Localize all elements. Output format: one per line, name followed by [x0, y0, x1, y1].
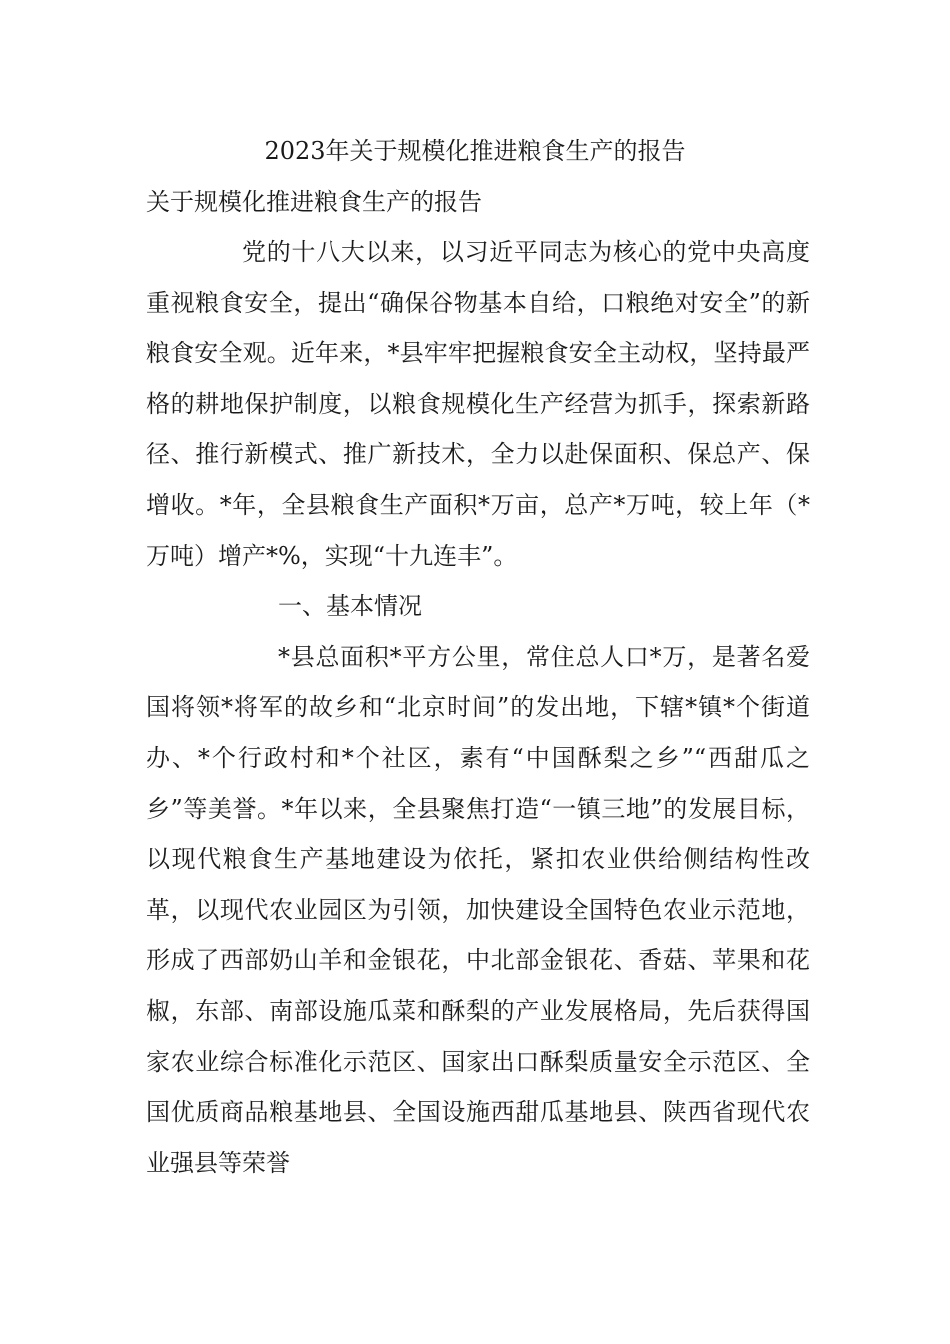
document-title: 2023年关于规模化推进粮食生产的报告 — [264, 137, 686, 165]
paragraph-intro: 党的十八大以来，以习近平同志为核心的党中央高度重视粮食安全，提出“确保谷物基本自给，口粮绝对安全”的新粮食安全观。近年来，*县牢牢把握粮食安全主动权，坚持最严格的耕地保护制度，以粮食规模化生产经营为抓手，探索新路径、推行新模式、推广新技术，全力以赴保面积、保总产、保增收。*年，全县粮食生产面积*万亩，总产*万吨，较上年（*万吨）增产*%，实现“十九连丰”。 — [146, 238, 810, 570]
document-body — [146, 227, 810, 1188]
document-subtitle: 关于规模化推进粮食生产的报告 — [146, 188, 482, 216]
section-heading-basic: 一、基本情况 — [278, 592, 422, 621]
paragraph-basic-info: *县总面积*平方公里，常住总人口*万，是著名爱国将领*将军的故乡和“北京时间”的发出地，下辖*镇*个街道办、*个行政村和*个社区，素有“中国酥梨之乡”“西甜瓜之乡”等美誉。*年以来，全县聚焦打造“一镇三地”的发展目标，以现代粮食生产基地建设为依托，紧扣农业供给侧结构性改革，以现代农业园区为引领，加快建设全国特色农业示范地，形成了西部奶山羊和金银花，中北部金银花、香菇、苹果和花椒，东部、南部设施瓜菜和酥梨的产业发展格局，先后获得国家农业综合标准化示范区、国家出口酥梨质量安全示范区、全国优质商品粮基地县、全国设施西甜瓜基地县、陕西省现代农业强县等荣誉 — [146, 642, 810, 1177]
